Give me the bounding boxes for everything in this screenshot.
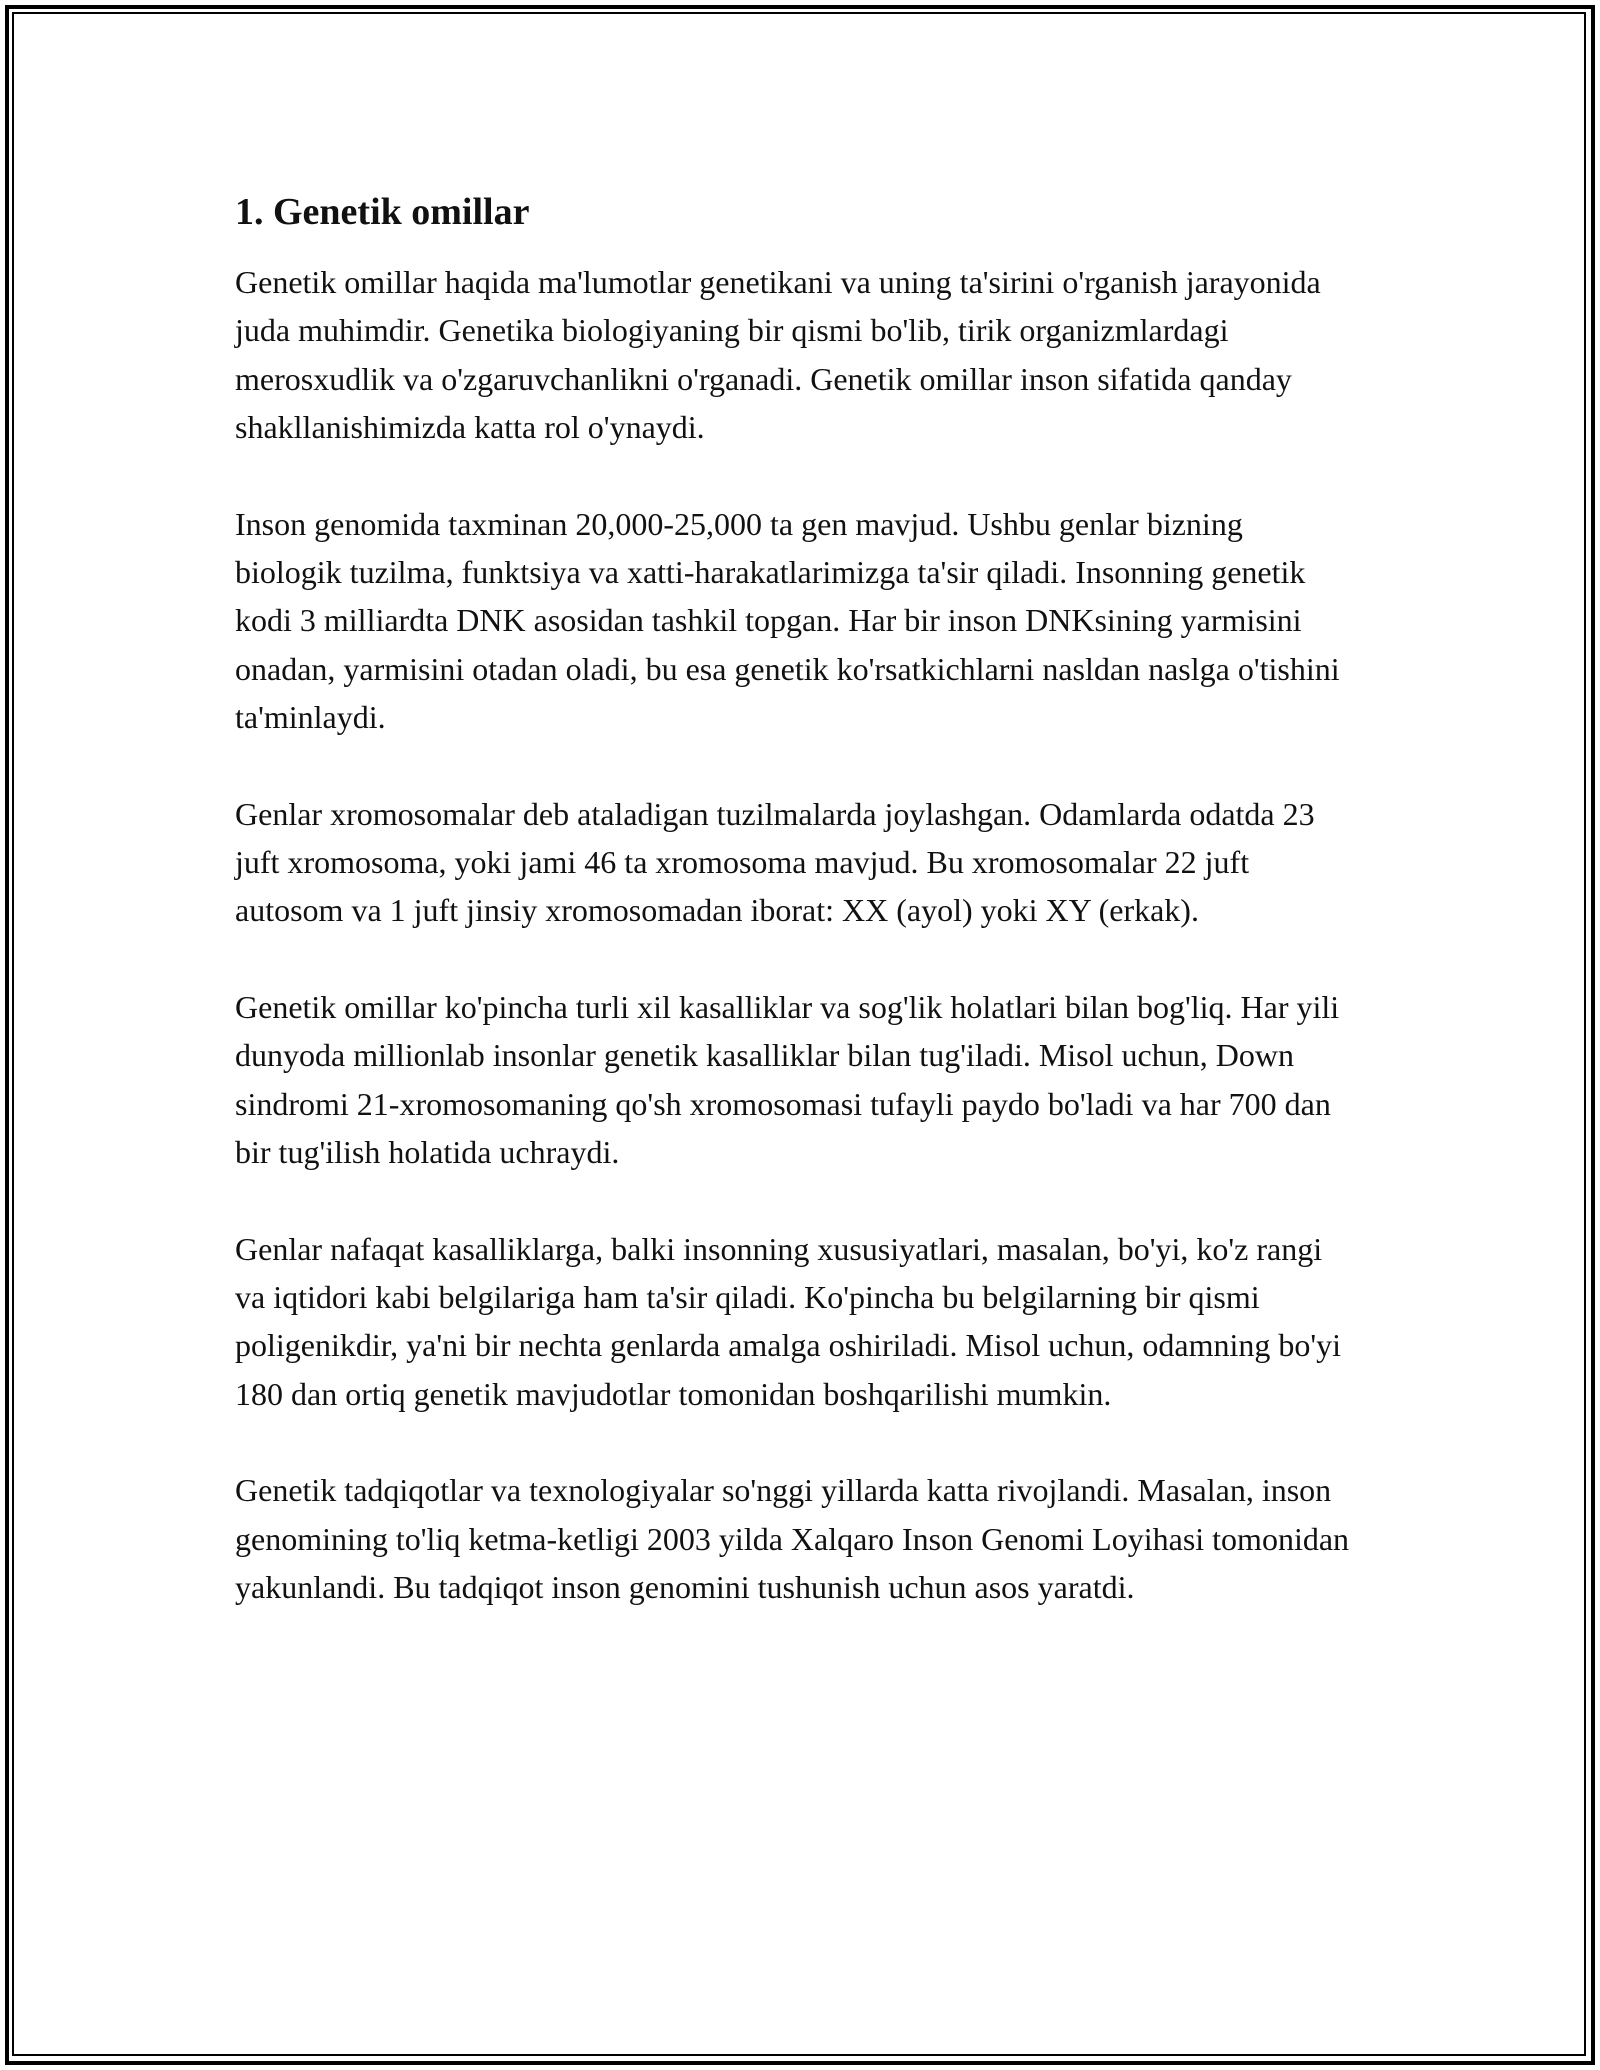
paragraph-research: Genetik tadqiqotlar va texnologiyalar so'nggi yillarda katta rivojlandi. Masalan, inson genomining to'liq ketma-ketligi 2003 yilda Xalqaro Inson Genomi Loyihasi tomonidan yakunlandi. Bu tadqiqot inson genomini tushunish uchun asos yaratdi. bbox=[235, 1472, 1350, 1605]
document-body bbox=[235, 186, 1355, 1659]
paragraph-diseases: Genetik omillar ko'pincha turli xil kasalliklar va sog'lik holatlari bilan bog'liq. Har yili dunyoda millionlab insonlar genetik kasalliklar bilan tug'iladi. Misol uchun, Down sindromi 21-xromosomaning qo'sh xromosomasi tufayli paydo bo'ladi va har 700 dan bir tug'ilish holatida uchraydi. bbox=[235, 988, 1340, 1171]
paragraph-traits: Genlar nafaqat kasalliklarga, balki insonning xususiyatlari, masalan, bo'yi, ko'z rangi va iqtidori kabi belgilariga ham ta'sir qiladi. Ko'pincha bu belgilarning bir qismi poligenikdir, ya'ni bir nechta genlarda amalga oshiriladi. Misol uchun, odamning bo'yi 180 dan ortiq genetik mavjudotlar tomonidan boshqarilishi mumkin. bbox=[235, 1230, 1341, 1412]
paragraph-intro: Genetik omillar haqida ma'lumotlar genetikani va uning ta'sirini o'rganish jarayonida juda muhimdir. Genetika biologiyaning bir qismi bo'lib, tirik organizmlardagi merosxudlik va o'zgaruvchanlikni o'rganadi. Genetik omillar inson sifatida qanday shakllanishimizda katta rol o'ynaydi. bbox=[235, 264, 1321, 446]
paragraph-genome: Inson genomida taxminan 20,000-25,000 ta gen mavjud. Ushbu genlar bizning biologik tuzilma, funktsiya va xatti-harakatlarimizga ta'sir qiladi. Insonning genetik kodi 3 milliardta DNK asosidan tashkil topgan. Har bir inson DNKsining yarmisini onadan, yarmisini otadan oladi, bu esa genetik ko'rsatkichlarni nasldan naslga o'tishini ta'minlaydi. bbox=[235, 505, 1340, 736]
paragraph-chromosomes: Genlar xromosomalar deb ataladigan tuzilmalarda joylashgan. Odamlarda odatda 23 juft xromosoma, yoki jami 46 ta xromosoma mavjud. Bu xromosomalar 22 juft autosom va 1 juft jinsiy xromosomadan iborat: XX (ayol) yoki XY (erkak). bbox=[235, 795, 1315, 929]
section-heading: 1. Genetik omillar bbox=[235, 191, 530, 233]
